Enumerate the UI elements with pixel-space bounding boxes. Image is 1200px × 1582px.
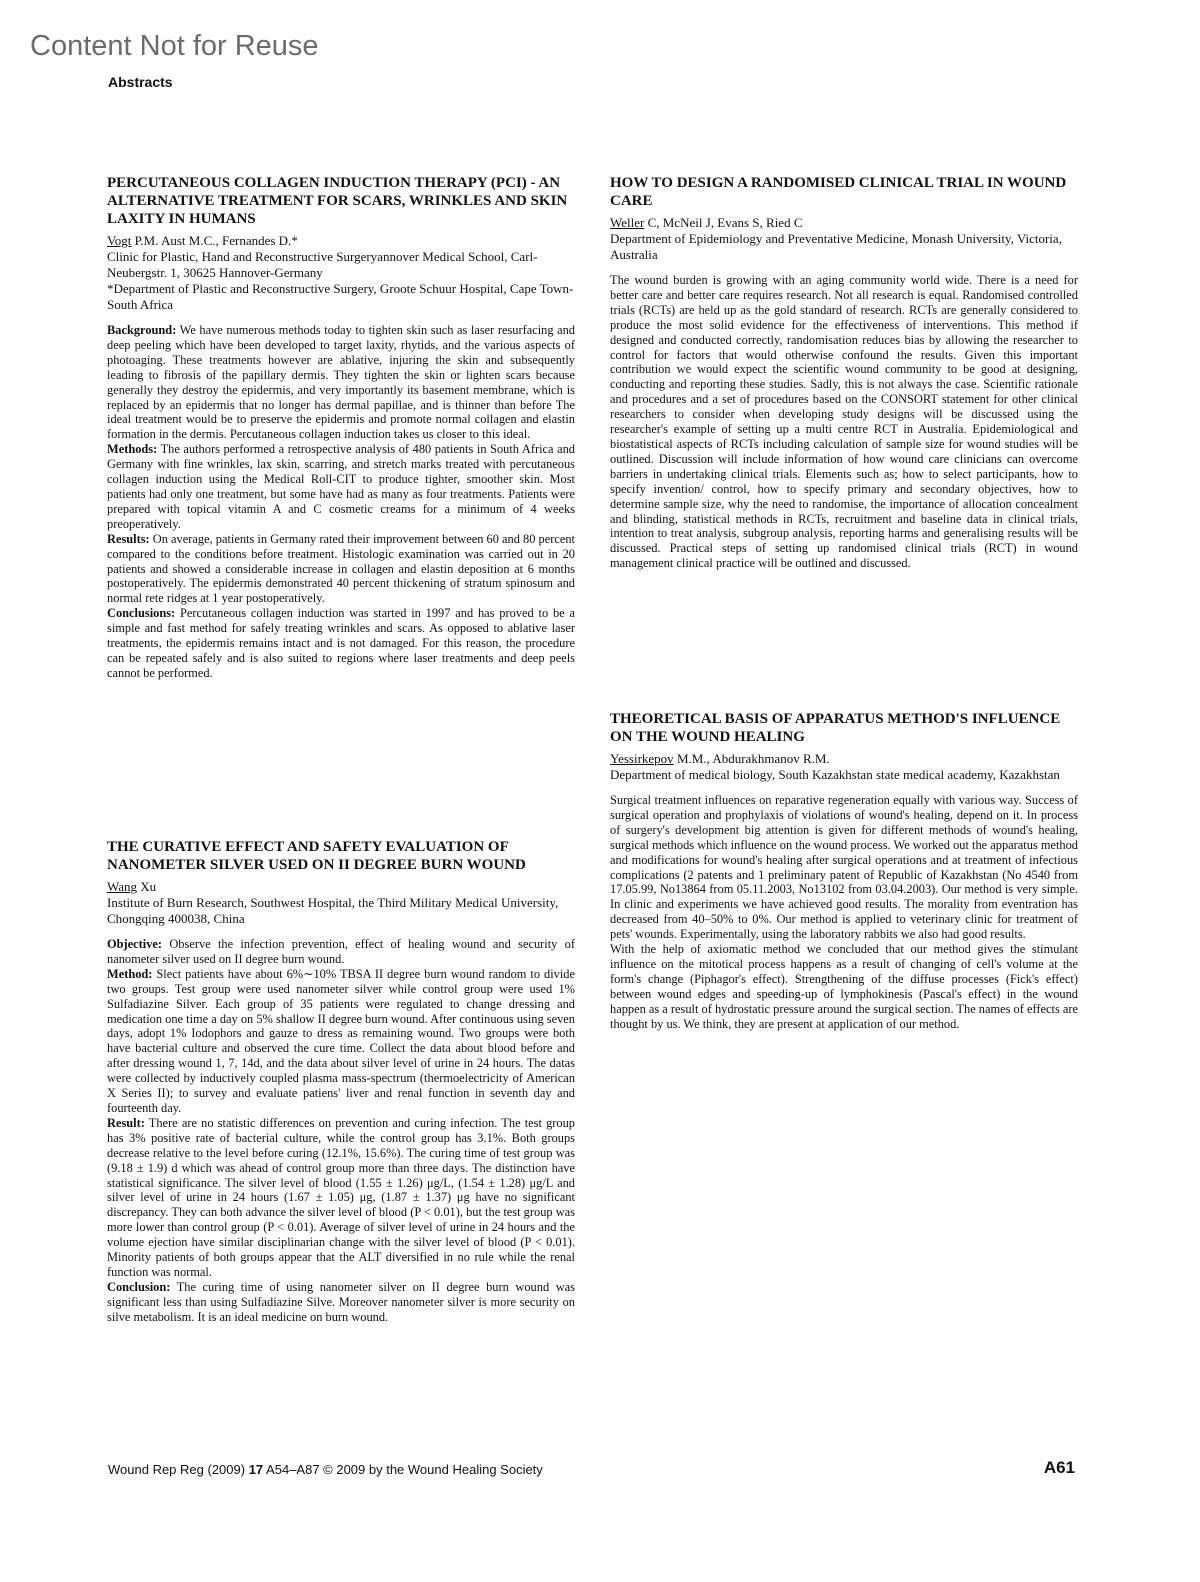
abstract-title: PERCUTANEOUS COLLAGEN INDUCTION THERAPY (PCI) - AN ALTERNATIVE TREATMENT FOR SCARS, WRINKLES AND SKIN LAXITY IN HUMANS [107, 175, 568, 227]
journal-citation [108, 1462, 543, 1477]
affiliation: *Department of Plastic and Reconstructive Surgery, Groote Schuur Hospital, Cape Town-South Africa [107, 281, 574, 312]
section-text: Observe the infection prevention, effect of healing wound and security of nanometer silver used on II degree burn wound. [107, 937, 575, 966]
section-text: The curing time of using nanometer silver on II degree burn wound was significant less than using Sulfadiazine Silve. Moreover nanometer silver is more security on silve metabolism. It is an ideal medicine on burn wound. [107, 1279, 575, 1324]
abstract-authors [610, 751, 1078, 767]
first-author: Vogt [107, 233, 132, 248]
other-authors: Xu [137, 879, 157, 894]
section-text: The wound burden is growing with an aging community world wide. There is a need for better care and better care requires research. Not all research is equal. Randomised controlled trials (RCTs) are held up as the gold standard of research. RCTs are generally considered to produce the most solid evidence for the effectiveness of interventions. This method if designed and conducted correctly, randomisation reduces bias by allowing the researcher to control for factors that would otherwise confound the results. Given this important contribution we would expect the scientific wound community to be good at designing, conducting and reporting these studies. Sadly, this is not always the case. Scientific rationale and procedures and a set of procedures based on the CONSORT statement for other clinical researchers to consider when developing study designs will be discussed using the researcher's example of setting up a multi centre RCT in Australia. Epidemiological and biostatistical aspects of RCTs including calculation of sample size for wound studies will be outlined. Discussion will include information of how wound care clinicians can overcome barriers in undertaking clinical trials. Elements such as; how to select participants, how to specify invention/ control, how to specify primary and secondary objectives, how to determine sample size, why the need to randomise, the importance of allocation concealment and blinding, statistical methods in RCTs, recruitment and baseline data in clinical trials, intention to treat analysis, subgroup analysis, reporting harms and generalising results will be discussed. Practical steps of setting up randomised clinical trials (RCT) in wound management clinical practice will be outlined and discussed. [610, 273, 1078, 571]
section-text: Surgical treatment influences on reparative regeneration equally with various way. Success of surgical operation and prophylaxis of violations of wound's healing, depend on it. In process of surgery's development big attention is given for different methods of wound's healing, surgical methods which influence on the wound process. We worked out the apparatus method and modifications for wound's healing after surgical operations and at treatment of infectious complications (2 patents and 1 preliminary patent of Republic of Kazakhstan (No 4540 from 17.05.99, No13864 from 05.11.2003, No13102 from 03.04.2003). Our method is very simple. In clinic and experiments we have achieved good results. The morality from eventration has decreased from 40–50% to 0%. Our method is applied to veterinary clinic for treatment of pets' wounds. Experimentally, using the laboratory rabbits we also had good results. [610, 793, 1078, 942]
abstract-paragraph [610, 273, 1078, 571]
abstract-paragraph [107, 937, 575, 967]
first-author: Wang [107, 879, 137, 894]
other-authors: C, McNeil J, Evans S, Ried C [644, 215, 803, 230]
journal-name: Wound Rep Reg (2009) [108, 1462, 249, 1477]
abstract-body [107, 323, 575, 681]
abstract-apparatus-method [610, 710, 1078, 1032]
section-heading: Method: [107, 966, 153, 981]
affiliation: Department of medical biology, South Kazakhstan state medical academy, Kazakhstan [610, 767, 1060, 782]
abstract-paragraph [610, 942, 1078, 1031]
abstract-paragraph [107, 1116, 575, 1280]
other-authors: M.M., Abdurakhmanov R.M. [673, 751, 830, 766]
section-text: We have numerous methods today to tighten skin such as laser resurfacing and deep peeling which have been developed to target laxity, rhytids, and the various aspects of photoaging. These treatments however are ablative, injuring the skin and subsequently leading to fibrosis of the papillary dermis. They tighten the skin or lighten scars because generally they destroy the epidermis, and very importantly its basement membrane, which is replaced by an epidermis that no longer has dermal papillae, and is thinner than before The ideal treatment would be to preserve the epidermis and promote normal collagen and elastin formation in the dermis. Percutaneous collagen induction takes us closer to this ideal. [107, 323, 575, 442]
journal-pages-copyright: A54–A87 © 2009 by the Wound Healing Society [263, 1462, 543, 1477]
abstract-title: THE CURATIVE EFFECT AND SAFETY EVALUATION OF NANOMETER SILVER USED ON II DEGREE BURN WOUND [107, 839, 526, 873]
section-heading: Objective: [107, 937, 163, 951]
section-text: On average, patients in Germany rated their improvement between 60 and 80 percent compared to the conditions before treatment. Histologic examination was carried out in 20 patients and showed a considerable increase in collagen and elastin deposition at 6 months postoperatively. The epidermis demonstrated 40 percent thickening of stratum spinosum and normal rete ridges at 1 year postoperatively. [107, 531, 575, 606]
affiliation: Institute of Burn Research, Southwest Hospital, the Third Military Medical University, Chongqing 400038, China [107, 895, 559, 926]
abstract-authors [610, 215, 1078, 231]
abstract-body [107, 937, 575, 1325]
abstract-paragraph [107, 532, 575, 607]
section-text: With the help of axiomatic method we concluded that our method gives the stimulant influence on the mitotical process happens as a result of changing of cell's volume at the form's change (Piphagor's effect). Strengthening of the diffuse processes (Fick's effect) between wound edges and speeding-up of lymphokinesis (Pascal's effect) in the wound happen as a result of hydrostatic pressure around the surgical section. The names of effects are thought by us. We think, they are present at application of our method. [610, 942, 1078, 1031]
section-heading: Result: [107, 1115, 145, 1130]
abstract-title: HOW TO DESIGN A RANDOMISED CLINICAL TRIAL IN WOUND CARE [610, 175, 1067, 209]
section-text: There are no statistic differences on prevention and curing infection. The test group has 3% positive rate of bacterial culture, while the control group has 3.1%. Both groups decrease relative to the level before curing (12.1%, 15.6%). The curing time of test group was (9.18 ± 1.9) d which was ahead of control group more than three days. The distinction have statistical significance. The silver level of blood (1.55 ± 1.26) μg/L, (1.54 ± 1.28) μg/L and silver level of urine in 24 hours (1.67 ± 1.05) μg, (1.87 ± 1.37) μg have no significant discrepancy. They can both advance the silver level of blood (P < 0.01), but the test group was more lower than control group (P < 0.01). Average of silver level of urine in 24 hours and the volume ejection have similar disciplinarian change with the silver level of blood (P < 0.01). Minority patients of both groups appear that the ALT diversified in no rule while the renal function was normal. [107, 1115, 575, 1279]
first-author: Yessirkepov [610, 751, 674, 766]
section-heading: Methods: [107, 442, 158, 457]
abstract-paragraph [610, 793, 1078, 942]
abstract-nanometer-silver [107, 838, 575, 1325]
section-heading: Conclusions: [107, 606, 176, 621]
section-text: Slect patients have about 6%∼10% TBSA II degree burn wound random to divide two groups. Test group were used nanometer silver while control group were used 1% Sulfadiazine Silver. Each group of 35 patients were regulated to change dressing and medication one time a day on 5% shallow II degree burn wound. After continuous using seven days, adopt 1% Iodophors and gauze to dress as remaining wound. Two groups were both have bacterial culture and observed the cure time. Collect the data about blood before and after dressing wound 1, 7, 14d, and the data about silver level of urine in 24 hours. The datas were collected by inductively coupled plasma mass-spectrum (thermoelectricity of American X Series II); to survey and evaluate patiens' liver and renal function in seventh day and fourteenth day. [107, 966, 575, 1115]
page-number: A61 [1043, 1458, 1075, 1477]
watermark: Content Not for Reuse [30, 30, 319, 62]
abstract-title: THEORETICAL BASIS OF APPARATUS METHOD'S INFLUENCE ON THE WOUND HEALING [610, 711, 1061, 745]
section-heading: Background: [107, 323, 177, 337]
abstract-authors [107, 233, 575, 249]
section-heading: Results: [107, 531, 150, 546]
abstract-paragraph [107, 323, 575, 442]
other-authors: P.M. Aust M.C., Fernandes D.* [131, 233, 298, 248]
affiliation: Department of Epidemiology and Preventative Medicine, Monash University, Victoria, Australia [610, 231, 1062, 262]
affiliation: Clinic for Plastic, Hand and Reconstructive Surgeryannover Medical School, Carl-Neubergstr. 1, 30625 Hannover-Germany [107, 249, 538, 280]
section-heading: Conclusion: [107, 1279, 171, 1294]
abstract-rct-design [610, 174, 1078, 571]
abstract-paragraph [107, 1280, 575, 1325]
abstract-paragraph [107, 967, 575, 1116]
abstract-body [610, 793, 1078, 1032]
abstract-pci [107, 174, 575, 681]
section-text: The authors performed a retrospective analysis of 480 patients in South Africa and Germany with fine wrinkles, lax skin, scarring, and stretch marks treated with percutaneous collagen induction using the Medical Roll-CIT to produce tighter, smoother skin. Most patients had only one treatment, but some have had as many as four treatments. Patients were prepared with topical vitamin A and C cosmetic creams for a minimum of 4 weeks preoperatively. [107, 442, 575, 531]
abstract-paragraph [107, 606, 575, 681]
first-author: Weller [610, 215, 645, 230]
abstract-authors [107, 879, 575, 895]
section-text: Percutaneous collagen induction was started in 1997 and has proved to be a simple and fast method for safely treating wrinkles and scars. As opposed to ablative laser treatments, the epidermis remains intact and is not damaged. For this reason, the procedure can be repeated safely and is also suited to regions where laser treatments and deep peels cannot be performed. [107, 606, 575, 680]
journal-volume: 17 [248, 1462, 264, 1477]
section-label: Abstracts [108, 74, 173, 90]
abstract-paragraph [107, 442, 575, 531]
abstract-body [610, 273, 1078, 571]
